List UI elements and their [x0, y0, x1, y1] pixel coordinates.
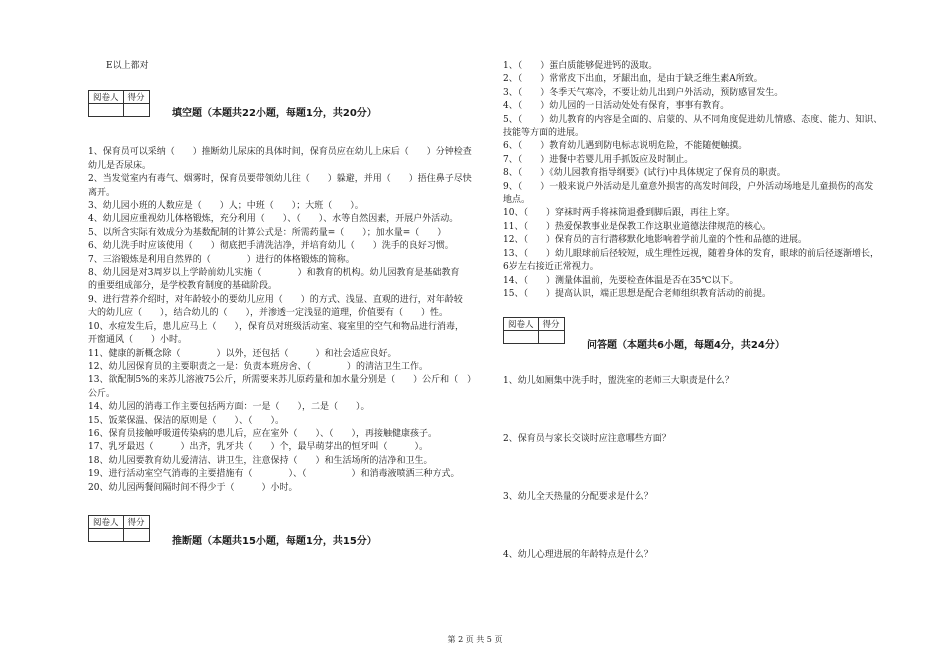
fill-item: 6、幼儿洗手时应该使用（ ）彻底把手清洗洁净，并培育幼儿（ ）洗手的良好习惯。: [88, 241, 454, 252]
fill-item: 大的幼儿应（ ），结合幼儿的（ ），并渗透一定浅显的道理，价值要有（ ）性。: [88, 308, 449, 319]
judge-section-title: 推断题（本题共15小题，每题1分，共15分）: [172, 535, 377, 547]
fill-item: 开窗通风（ ）小时。: [88, 335, 188, 346]
judge-item: 7、（ ）进餐中若婴儿用手抓饭应及时制止。: [503, 154, 694, 165]
score-label: 得分: [123, 515, 149, 528]
grader-label: 阅卷人: [504, 318, 539, 331]
fill-item: 20、幼儿园两餐间隔时间不得少于（ ）小时。: [88, 482, 298, 493]
judge-item: 地点。: [503, 195, 531, 206]
score-value-cell: [123, 528, 149, 541]
fill-item: 公斤。: [88, 388, 116, 399]
qa-score-table: [503, 317, 565, 344]
fill-item: 的重要组成部分，是学校教育制度的基础阶段。: [88, 281, 278, 292]
judge-item: 1、（ ）蛋白质能够促进钙的汲取。: [503, 61, 658, 71]
judge-item: 6岁左右接近正常视力。: [503, 262, 599, 273]
grader-label: 阅卷人: [89, 515, 124, 528]
judge-item: 3、（ ）冬季天气寒冷，不要让幼儿出到户外活动，预防感冒发生。: [503, 87, 784, 98]
qa-question: 1、幼儿如厕集中洗手时，盥洗室的老师三大职责是什么？: [503, 376, 734, 387]
judge-item: 2、（ ）常常皮下出血，牙龈出血，是由于缺乏维生素A所致。: [503, 74, 763, 85]
fill-item: 11、健康的新概念除（ ）以外，还包括（ ）和社会适应良好。: [88, 348, 397, 359]
judge-item: 15、（ ）提高认识，端正思想是配合老师组织教育活动的前提。: [503, 288, 771, 299]
judge-item: 14、（ ）测量体温前，先要检查体温是否在35℃以下。: [503, 275, 739, 286]
fill-item: 4、幼儿园应重视幼儿体格锻炼，充分利用（ ）、（ ）、水等自然因素，开展户外活动。: [88, 214, 459, 225]
score-label: 得分: [538, 318, 564, 331]
fill-item: 1、保育员可以采纳（ ）推断幼儿尿床的具体时间，保育员应在幼儿上床后（ ）分钟检查: [88, 147, 472, 158]
fill-section-header: [88, 90, 488, 120]
judge-item: 4、（ ）幼儿园的一日活动处处有保育，事事有教育。: [503, 101, 730, 112]
judge-item: 6、（ ）教育幼儿遇到防电标志说明危险，不能随便触摸。: [503, 141, 748, 152]
fill-item: 18、幼儿园要教育幼儿爱清洁、讲卫生，注意保持（ ）和生活场所的洁净和卫生。: [88, 455, 433, 466]
judge-score-table: [88, 515, 150, 542]
fill-item: 10、水痘发生后，患儿应马上（ ），保育员对班级活动室、寝室里的空气和物品进行消毒，: [88, 321, 464, 332]
judge-item: 13、（ ）幼儿眼球前后径较短，成生理性远视，随着身体的发育，眼球的前后径逐渐增长，: [503, 248, 879, 259]
judge-item: 12、（ ）保育员的言行潜移默化地影响着学前儿童的个性和品德的进展。: [503, 235, 807, 246]
grader-label: 阅卷人: [89, 91, 124, 104]
option-e-line: E以上都对: [106, 61, 149, 71]
fill-item: 5、以所含实际有效成分为基数配制的计算公式是：所需药量=（ ）；加水量=（ ）: [88, 227, 447, 238]
qa-section-title: 问答题（本题共6小题，每题4分，共24分）: [587, 340, 785, 352]
judge-items: [503, 60, 903, 301]
qa-question: 3、幼儿全天热量的分配要求是什么？: [503, 492, 653, 503]
judge-section-header: [88, 515, 488, 545]
judge-item: 9、（ ）一般来说户外活动是儿童意外损害的高发时间段，户外活动场地是儿童损伤的高发: [503, 181, 874, 192]
score-value-cell: [538, 331, 564, 344]
fill-item: 7、三浴锻炼是利用自然界的（ ）进行的体格锻炼的简称。: [88, 254, 355, 265]
fill-item: 8、幼儿园是对3周岁以上学龄前幼儿实施（ ）和教育的机构。幼儿园教育是基础教育: [88, 268, 460, 279]
fill-item: 13、欲配制5%的来苏儿溶液75公斤，所需要来苏儿原药量和加水量分别是（ ）公斤和（ ）: [88, 375, 477, 386]
judge-item: 8、（ ）《幼儿园教育指导纲要》(试行)中具体规定了保育员的职责。: [503, 168, 786, 179]
grader-value-cell: [89, 104, 124, 117]
fill-item: 15、饭菜保温、保洁的原则是（ ）、（ ）。: [88, 415, 284, 426]
fill-item: 16、保育员接触呼吸道传染病的患儿后，应在室外（ ）、（ ），再接触健康孩子。: [88, 428, 437, 439]
fill-item: 19、进行活动室空气消毒的主要措施有（ ）、（ ）和消毒液喷洒三种方式。: [88, 469, 460, 480]
judge-item: 5、（ ）幼儿教育的内容是全面的、启蒙的、从不同角度促进幼儿情感、态度、能力、知识、: [503, 114, 883, 125]
qa-section-header: [503, 317, 903, 352]
fill-item: 9、进行营养介绍时，对年龄较小的要幼儿应用（ ）的方式、浅显、直观的进行，对年龄较: [88, 294, 463, 305]
grader-value-cell: [504, 331, 539, 344]
left-column: [88, 60, 488, 545]
judge-item: 10、（ ）穿袜时两手将袜筒退叠到脚后跟，再往上穿。: [503, 208, 735, 219]
score-label: 得分: [123, 91, 149, 104]
score-value-cell: [123, 104, 149, 117]
fill-section-title: 填空题（本题共22小题，每题1分，共20分）: [172, 108, 377, 120]
page-footer: 第 2 页 共 5 页: [447, 635, 503, 644]
qa-questions: [503, 375, 903, 562]
fill-item: 14、幼儿园的消毒工作主要包括两方面：一是（ ），二是（ ）。: [88, 402, 370, 413]
fill-item: 2、当发觉室内有毒气、烟雾时，保育员要带领幼儿往（ ）躲避，并用（ ）捂住鼻子尽快: [88, 174, 472, 185]
fill-item: 12、幼儿园保育员的主要职责之一是：负责本班房舍、（ ）的清洁卫生工作。: [88, 361, 428, 372]
fill-item: 17、乳牙最迟（ ）出齐，乳牙共（ ）个，最早萌芽出的恒牙叫（ ）。: [88, 442, 428, 453]
grader-value-cell: [89, 528, 124, 541]
right-column: [503, 60, 903, 563]
fill-score-table: [88, 90, 150, 117]
qa-question: 4、幼儿心理进展的年龄特点是什么？: [503, 550, 653, 561]
judge-item: 11、（ ）热爱保教事业是保教工作这职业道德法律规范的核心。: [503, 221, 771, 232]
fill-items: [88, 146, 488, 495]
judge-item: 技能等方面的进展。: [503, 128, 585, 139]
fill-item: 离开。: [88, 187, 116, 198]
qa-question: 2、保育员与家长交谈时应注意哪些方面？: [503, 434, 671, 445]
fill-item: 3、幼儿园小班的人数应是（ ）人；中班（ ）；大班（ ）。: [88, 201, 364, 212]
fill-item: 幼儿是否尿床。: [88, 160, 152, 171]
